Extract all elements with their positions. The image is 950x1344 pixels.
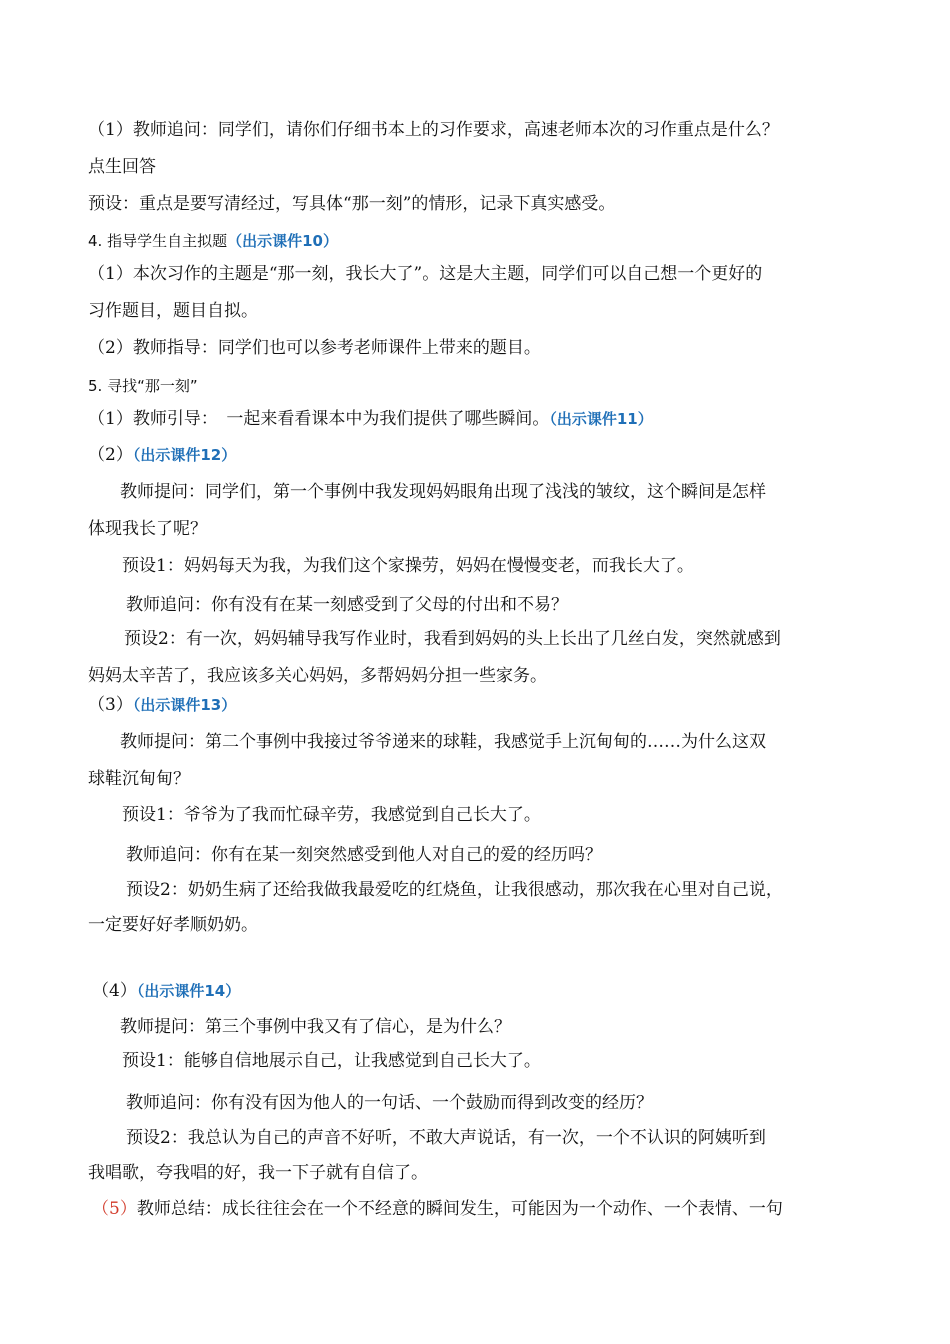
text-line: 教师追问：你有在某一刻突然感受到他人对自己的爱的经历吗？ [126,845,602,865]
text-line: （1）本次习作的主题是“那一刻，我长大了”。这是大主题，同学们可以自己想一个更好的 [88,264,763,284]
text-line: 教师提问：同学们，第一个事例中我发现妈妈眼角出现了浅浅的皱纹，这个瞬间是怎样 [120,482,766,502]
text-line: 预设1：能够自信地展示自己，让我感觉到自己长大了。 [122,1051,541,1071]
text-line: （1）教师追问：同学们，请你们仔细书本上的习作要求，高速老师本次的习作重点是什么？ [88,120,779,140]
text-line: 教师提问：第二个事例中我接过爷爷递来的球鞋，我感觉手上沉甸甸的……为什么这双 [120,732,766,752]
text-line: 预设2：奶奶生病了还给我做我最爱吃的红烧鱼，让我很感动，那次我在心里对自己说， [126,880,783,900]
text-line: （4）（出示课件14） [92,981,241,1001]
section-heading: 4. 指导学生自主拟题（出示课件10） [88,232,338,250]
text-line: （2）教师指导：同学们也可以参考老师课件上带来的题目。 [88,338,541,358]
item-number: （5） [92,1199,137,1219]
courseware-ref: （出示课件13） [132,696,237,714]
text-line: 体现我长了呢？ [88,519,207,539]
text-line: 点生回答 [88,157,156,177]
text-line: 预设1：妈妈每天为我，为我们这个家操劳，妈妈在慢慢变老，而我长大了。 [122,556,694,576]
text-line: 预设1：爷爷为了我而忙碌辛劳，我感觉到自己长大了。 [122,805,541,825]
text-line: 一定要好好孝顺奶奶。 [88,915,258,935]
text-line: 教师追问：你有没有因为他人的一句话、一个鼓励而得到改变的经历？ [126,1093,653,1113]
text-line: 预设：重点是要写清经过，写具体“那一刻”的情形，记录下真实感受。 [88,194,616,214]
text-line: 习作题目，题目自拟。 [88,301,258,321]
text-line: 预设2：我总认为自己的声音不好听，不敢大声说话，有一次，一个不认识的阿姨听到 [126,1128,766,1148]
text-line: 教师提问：第三个事例中我又有了信心，是为什么？ [120,1017,511,1037]
courseware-ref: （出示课件10） [227,232,338,250]
text-line: （1）教师引导： 一起来看看课本中为我们提供了哪些瞬间。（出示课件11） [88,409,653,429]
text-line: （5）教师总结：成长往往会在一个不经意的瞬间发生，可能因为一个动作、一个表情、一句 [92,1199,783,1219]
text-line: 球鞋沉甸甸？ [88,769,190,789]
courseware-ref: （出示课件14） [136,982,241,1000]
text-line: （2）（出示课件12） [88,445,237,465]
courseware-ref: （出示课件11） [549,410,653,428]
text-line: （3）（出示课件13） [88,695,237,715]
text-line: 我唱歌，夸我唱的好，我一下子就有自信了。 [88,1163,428,1183]
text-line: 教师追问：你有没有在某一刻感受到了父母的付出和不易？ [126,595,568,615]
text-line: 预设2：有一次，妈妈辅导我写作业时，我看到妈妈的头上长出了几丝白发，突然就感到 [124,629,781,649]
text-line: 妈妈太辛苦了，我应该多关心妈妈，多帮妈妈分担一些家务。 [88,666,547,686]
section-heading: 5. 寻找“那一刻” [88,377,198,395]
courseware-ref: （出示课件12） [132,446,237,464]
